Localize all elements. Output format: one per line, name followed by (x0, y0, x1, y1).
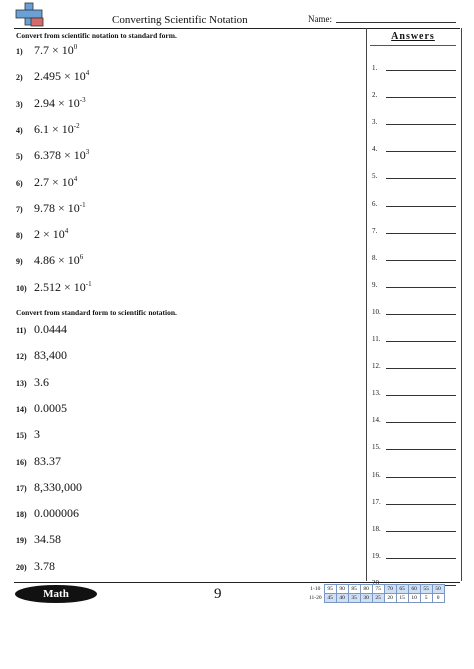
answer-number: 3. (372, 118, 378, 127)
problem-item (16, 96, 86, 111)
problem-mantissa: 7.7 × 10 (34, 43, 74, 57)
answer-line[interactable] (372, 89, 456, 99)
score-cell: 0 (432, 594, 444, 603)
problem-item (16, 148, 89, 163)
math-plus-logo-icon (14, 2, 44, 28)
problem-item (16, 480, 82, 495)
answer-line[interactable] (372, 279, 456, 289)
score-range-label: 1-10 (310, 586, 321, 592)
problem-number: 9) (16, 257, 23, 267)
answer-number: 10. (372, 307, 381, 316)
answer-number: 9. (372, 280, 378, 289)
problem-expression (34, 175, 77, 190)
problem-number: 14) (16, 404, 27, 414)
problem-item (16, 427, 40, 442)
problem-number: 12) (16, 352, 27, 362)
problem-exponent: 4 (64, 227, 69, 236)
problem-mantissa: 2.94 × 10 (34, 95, 80, 110)
problem-item (16, 280, 92, 295)
score-table (308, 584, 445, 603)
problem-item (16, 375, 49, 390)
problem-mantissa: 2.512 × 10 (34, 279, 86, 294)
problem-item (16, 559, 55, 574)
problem-expression (34, 96, 86, 111)
problem-number: 7) (16, 204, 23, 214)
answer-blank[interactable] (386, 260, 456, 261)
score-cell: 35 (348, 594, 360, 603)
answer-number: 6. (372, 199, 378, 208)
problem-item (16, 348, 67, 363)
problem-value: 0.0444 (34, 322, 67, 336)
answer-line[interactable] (372, 469, 456, 479)
answer-line[interactable] (372, 414, 456, 424)
score-cell: 5 (420, 594, 432, 603)
answer-line[interactable] (372, 360, 456, 370)
score-cell: 30 (360, 594, 372, 603)
problem-exponent: 4 (85, 69, 90, 78)
problem-value: 3.6 (34, 374, 49, 389)
problem-number: 15) (16, 431, 27, 441)
problem-expression (34, 122, 80, 137)
problem-item (16, 506, 79, 521)
problem-exponent: 0 (73, 43, 78, 51)
answer-blank[interactable] (386, 504, 456, 505)
answer-number: 14. (372, 416, 381, 425)
score-cell: 25 (372, 594, 384, 603)
answer-blank[interactable] (386, 124, 456, 125)
answer-number: 19. (372, 551, 381, 560)
problem-value: 8,330,000 (34, 479, 82, 494)
score-cell: 90 (336, 585, 348, 594)
score-cell: 45 (324, 594, 336, 603)
problem-item (16, 175, 77, 190)
answer-number: 15. (372, 443, 381, 452)
problem-item (16, 322, 67, 337)
problem-exponent: -2 (73, 121, 80, 130)
answer-line[interactable] (372, 62, 456, 72)
problem-number: 20) (16, 562, 27, 572)
problem-item (16, 43, 77, 58)
problem-value: 0.0005 (34, 400, 67, 415)
problem-expression (34, 253, 83, 268)
problem-number: 6) (16, 178, 23, 188)
problem-number: 1) (16, 47, 23, 56)
answer-line[interactable] (372, 550, 456, 560)
problem-number: 19) (16, 536, 27, 546)
problem-exponent: 4 (73, 174, 78, 183)
problem-number: 10) (16, 283, 27, 293)
problem-value: 0.000006 (34, 506, 79, 521)
problem-value: 3 (34, 427, 40, 442)
problem-number: 4) (16, 125, 23, 135)
problem-mantissa: 4.86 × 10 (34, 253, 80, 268)
footer-divider (14, 582, 460, 583)
answer-blank[interactable] (386, 395, 456, 396)
problem-exponent: 6 (79, 253, 84, 262)
answer-blank[interactable] (386, 233, 456, 234)
answer-blank[interactable] (386, 368, 456, 369)
answer-number: 18. (372, 524, 381, 533)
problem-number: 18) (16, 510, 27, 520)
problem-number: 8) (16, 231, 23, 241)
score-cell: 95 (324, 585, 336, 594)
answer-line[interactable] (372, 252, 456, 262)
answer-blank[interactable] (386, 314, 456, 315)
problem-mantissa: 9.78 × 10 (34, 200, 80, 215)
problem-number: 16) (16, 457, 27, 467)
answer-blank[interactable] (386, 287, 456, 288)
problem-item (16, 401, 67, 416)
problem-number: 3) (16, 99, 23, 109)
name-label: Name: (308, 14, 332, 24)
score-cell: 15 (396, 594, 408, 603)
problem-item (16, 454, 61, 469)
problem-number: 11) (16, 326, 27, 335)
answer-line[interactable] (372, 225, 456, 235)
problem-number: 13) (16, 378, 27, 388)
name-field-line[interactable] (336, 22, 456, 23)
answer-number: 1. (372, 64, 378, 72)
problem-mantissa: 6.378 × 10 (34, 148, 86, 163)
section1-instruction: Convert from scientific notation to standard form. (16, 31, 177, 40)
problem-mantissa: 2.7 × 10 (34, 174, 74, 189)
answer-number: 12. (372, 362, 381, 371)
answer-line[interactable] (372, 198, 456, 208)
answer-blank[interactable] (386, 449, 456, 450)
score-cell: 80 (360, 585, 372, 594)
problem-item (16, 253, 83, 268)
score-cell: 60 (408, 585, 420, 594)
section2-instruction: Convert from standard form to scientific notation. (16, 308, 177, 317)
score-range-label: 11-20 (309, 595, 322, 601)
problem-item (16, 69, 89, 84)
problem-value: 83,400 (34, 348, 67, 363)
problem-value: 3.78 (34, 558, 55, 573)
answer-line[interactable] (372, 170, 456, 180)
problem-item (16, 122, 80, 137)
answers-title: Answers (391, 31, 435, 42)
answer-blank[interactable] (386, 341, 456, 342)
score-cell: 55 (420, 585, 432, 594)
score-row (308, 594, 444, 603)
problem-expression (34, 148, 89, 163)
score-cell: 50 (432, 585, 444, 594)
problem-number: 5) (16, 152, 23, 162)
answer-number: 7. (372, 226, 378, 235)
problem-number: 17) (16, 483, 27, 493)
problem-item (16, 227, 68, 242)
answer-line[interactable] (372, 143, 456, 153)
answer-blank[interactable] (386, 70, 456, 71)
score-cell: 20 (384, 594, 396, 603)
answer-number: 20. (372, 578, 381, 587)
answer-number: 16. (372, 470, 381, 479)
problem-exponent: -3 (79, 95, 86, 104)
problem-mantissa: 2 × 10 (34, 227, 65, 242)
answer-line[interactable] (372, 333, 456, 343)
worksheet-title: Converting Scientific Notation (112, 14, 248, 26)
answer-blank[interactable] (386, 206, 456, 207)
answer-blank[interactable] (386, 422, 456, 423)
problem-mantissa: 2.495 × 10 (34, 69, 86, 84)
problem-exponent: 3 (85, 148, 90, 157)
problem-item (16, 532, 61, 547)
problem-value: 83.37 (34, 453, 61, 468)
answer-blank[interactable] (386, 151, 456, 152)
answer-blank[interactable] (386, 97, 456, 98)
problem-value: 34.58 (34, 532, 61, 547)
problem-mantissa: 6.1 × 10 (34, 121, 74, 136)
answer-number: 13. (372, 389, 381, 398)
answer-number: 5. (372, 172, 378, 181)
problem-expression (34, 280, 92, 295)
answer-blank[interactable] (386, 178, 456, 179)
score-cell: 85 (348, 585, 360, 594)
subject-badge: Math (15, 585, 97, 603)
answer-number: 4. (372, 145, 378, 154)
score-cell: 65 (396, 585, 408, 594)
answer-blank[interactable] (386, 558, 456, 559)
answer-line[interactable] (372, 306, 456, 316)
answer-line[interactable] (372, 116, 456, 126)
problem-number: 2) (16, 73, 23, 83)
answer-number: 2. (372, 91, 378, 100)
score-cell: 70 (384, 585, 396, 594)
answer-blank[interactable] (386, 531, 456, 532)
problem-expression (34, 201, 86, 216)
answer-line[interactable] (372, 523, 456, 533)
problem-expression (34, 69, 89, 84)
score-cell: 40 (336, 594, 348, 603)
score-row (308, 585, 444, 594)
problem-exponent: -1 (85, 279, 92, 288)
answer-line[interactable] (372, 496, 456, 506)
answer-number: 11. (372, 335, 381, 343)
problem-expression (34, 227, 68, 242)
score-cell: 10 (408, 594, 420, 603)
problem-exponent: -1 (79, 200, 86, 209)
score-cell: 75 (372, 585, 384, 594)
answer-line[interactable] (372, 387, 456, 397)
problem-item (16, 201, 86, 216)
problem-expression (34, 43, 77, 58)
answer-number: 8. (372, 253, 378, 262)
answers-divider (370, 45, 456, 46)
page-number: 9 (214, 586, 222, 602)
answer-line[interactable] (372, 441, 456, 451)
answer-blank[interactable] (386, 477, 456, 478)
answer-number: 17. (372, 497, 381, 506)
